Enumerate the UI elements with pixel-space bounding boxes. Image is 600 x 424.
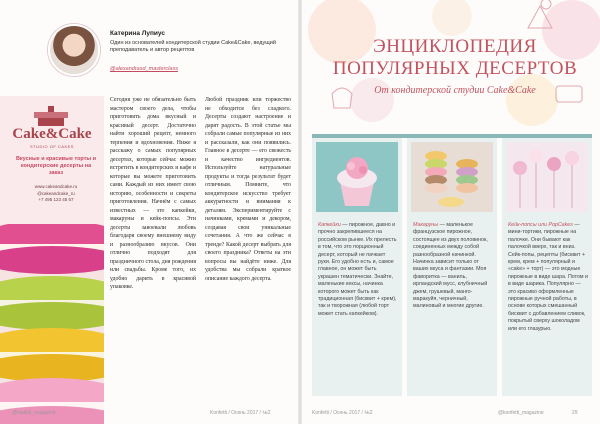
footer-left-issue: Konfetti / Осень 2017 / №2 <box>210 410 271 416</box>
brand-subtitle: STUDIO OF CAKES <box>30 144 74 149</box>
card-macarons-lead: Макаруны <box>413 222 439 228</box>
footer-left-handle: @kaditik_magazine <box>12 410 56 416</box>
card-macarons-text: — маленькое французское пирожное, состоящее из двух половинок, соединенных между собой разнообразной начинкой. Начинка зависит только от ваших вкуса и фантазии. Моя фаворитка — ваниль, ирландский мусс, клубничный джем, грушевый, манго-маракуйя, черничный, малиновый и многие другие. <box>413 222 488 310</box>
brand-contacts: www.cakeandcake.ru @cakeandcake_ru +7 495 123 45 67 <box>34 184 78 202</box>
brand-name: Cake&Cake <box>12 126 92 142</box>
article-title: ЭНЦИКЛОПЕДИЯ ПОПУЛЯРНЫХ ДЕСЕРТОВ <box>332 36 578 79</box>
cakepops-photo <box>506 142 588 212</box>
footer-right-issue: Konfetti / Осень 2017 / №2 <box>312 410 373 416</box>
card-cupcakes-lead: Капкейки <box>318 222 341 228</box>
dessert-card-macarons <box>407 138 497 396</box>
card-cupcakes-text: — пирожное, давно и прочно закрепившееся на российском рынке. Их прелесть в том, что это порционный десерт, который не пачкает руки. Его удобно есть и, самое главное, он может быть украшен тематически. Знайте, маленькие кексы, начинка которого может быть как традиционная (бисквит + крем), так и творожная (любой торт может стать капкейком). <box>318 222 397 317</box>
page-number: 29 <box>572 410 578 416</box>
author-handle-link[interactable]: @alexandrasd_masterclass <box>110 66 178 72</box>
author-avatar <box>48 24 100 76</box>
brand-tagline: Вкусные и красивые торты и кондитерские десерты на заказ <box>15 156 97 176</box>
card-cakepops-lead: Кейк-попсы или PopCakes <box>508 222 573 228</box>
article-column-2: Любой праздник или торжество не обходится без сладкого. Десерты создают настроение и дарят радость. В этой статье мы собрали самые популярные из них и рассказали, как они появились. Главное в десерте — его свежесть и качество ингредиентов. Используйте натуральные продукты и тогда результат будет отличным. Помните, что кондитерское искусство требует аккуратности и внимания к деталям. Экспериментируйте с начинками, кремами и декором, создавая свои уникальные сочетания. А что же сейчас в тренде? Какой десерт выбрать для своего праздника? Ответы на эти вопросы вы найдёте ниже. Для удобства мы собрали краткое описание каждого десерта. <box>205 97 291 282</box>
card-cakepops-text: — мини-тортики, пирожные на палочке. Они бывают как палочкой вверх, так и вниз. Сейк-попы, рецепты (бисквит + крем, крем + популярный и «сake» + торт) — это модные пирожные в виде шара. Потом и в виде шарика. Популярно — это красиво оформленные пирожные ручной работы, в основе которых смешанный бисквит с добавлением сливок, покрытый сверху шоколадом или его глазурью. <box>508 222 588 332</box>
cupcake-photo <box>316 142 398 212</box>
dessert-card-cakepops <box>502 138 592 396</box>
author-bio: Один из основателей кондитерской студии Cake&Cake, ведущий преподаватель и автор рецептов <box>110 40 276 54</box>
article-column-1: Сегодня уже не обязательно быть мастером своего дела, чтобы приготовить дома вкусный и красивый десерт. Достаточно найти хороший рецепт, немного терпения и вдохновения. Ниже я расскажу о самых популярных десертах, которые сейчас можно встретить в кондитерских и кафе и которые вы можете приготовить сами. Каждый из них имеет свою историю, особенности и секреты приготовления. Начнём с самых известных — это капкейки, макаруны и кейк-попсы. Эти десерты завоевали любовь благодаря своему внешнему виду и разнообразию вкусов. Они отлично подходят для праздничного стола, дня рождения или свадьбы. Кроме того, их удобно дарить в красивой упаковке. <box>110 97 196 290</box>
macarons-stack-photo <box>411 142 493 212</box>
macarons-photo <box>0 224 104 424</box>
dessert-card-cupcakes <box>312 138 402 396</box>
article-subtitle: От кондитерской студии Cake&Cake <box>374 85 536 96</box>
author-name: Катерина Лупиус <box>110 30 165 37</box>
footer-right-handle: @konfetti_magazine <box>498 410 544 416</box>
